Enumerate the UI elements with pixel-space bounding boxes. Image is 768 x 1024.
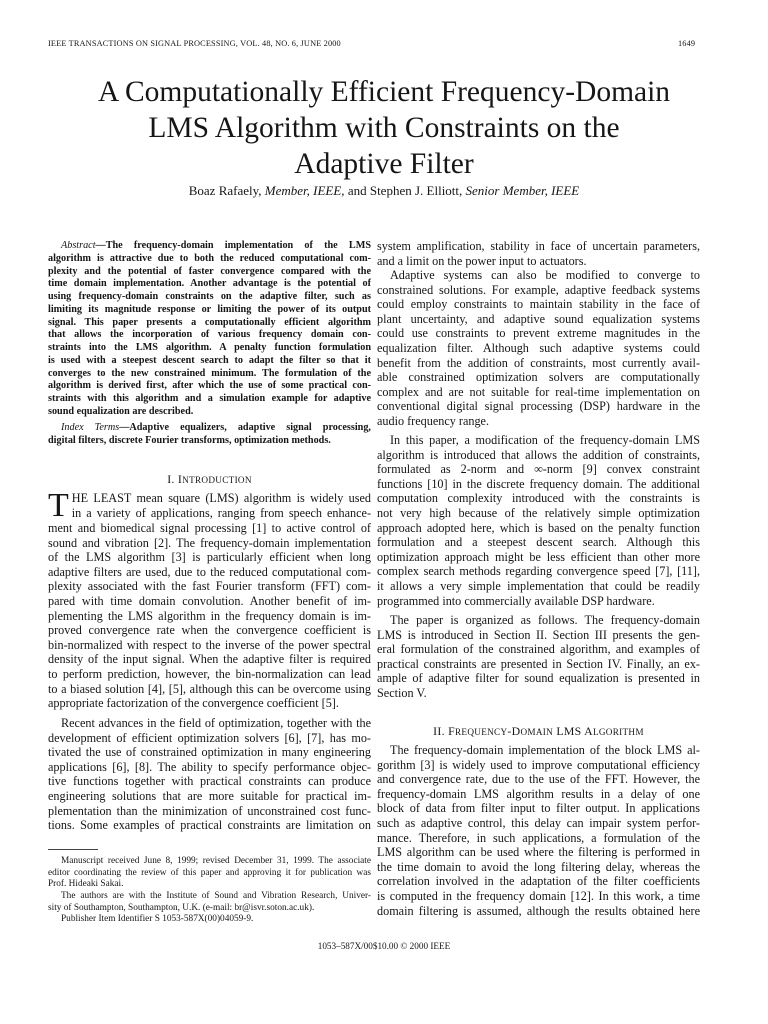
body-line: plementing the LMS algorithm in the frequency domain is im-: [48, 608, 371, 623]
body-line: ment and biomedical signal processing [1] to active control of: [48, 521, 371, 535]
body-line: Adaptive systems can also be modified to converge to: [390, 268, 700, 282]
paper-title: [40, 74, 728, 182]
abstract-line: is used with a steepest descent search to adapt the filter so that it: [48, 354, 371, 366]
body-line: such as adaptive control, this delay can impair system perfor-: [377, 815, 700, 830]
body-line: frequency-domain LMS algorithm results in a delay of one: [377, 786, 700, 801]
body-line: algorithm is introduced that allows the addition of constraints,: [377, 447, 700, 462]
intro-paragraph-2: [48, 716, 371, 833]
index-terms-line: Index Terms—Adaptive equalizers, adaptive signal processing,: [61, 422, 371, 433]
body-line: plant uncertainty, and adaptive sound equalization systems: [377, 311, 700, 326]
body-line: In this paper, a modification of the frequency-domain LMS: [390, 433, 700, 447]
body-line: formulation and a steepest descent search. Although this: [377, 535, 700, 550]
abstract-line: limiting its magnitude response or limiting the power of its output: [48, 303, 371, 315]
body-line: could use constraints to prevent extreme magnitudes in the: [377, 326, 700, 341]
body-line: complex search methods regarding convergence speed [7], [11],: [377, 564, 700, 579]
abstract-line: algorithm is derived first, after which the use of some practical con-: [48, 380, 371, 392]
author-2-role: Senior Member, IEEE: [465, 183, 580, 198]
abstract-line: straints into the LMS algorithm. A penalty function formulation: [48, 342, 371, 353]
body-line: LMS is introduced in Section II. Section III presents the gen-: [377, 627, 700, 642]
body-line: is computed in the frequency domain [12]. In this work, a time: [377, 888, 700, 903]
body-line: in a variety of applications, ranging from speech enhance-: [71, 505, 371, 520]
abstract-line: algorithm is attractive due to both the reduced computational com-: [48, 252, 371, 264]
body-line: ample of adaptive filter for sound equalization is presented in: [377, 671, 700, 686]
body-line: domain filtering is assumed, although the results obtained here: [377, 903, 700, 918]
body-line: engineering solutions that are more suitable for practical im-: [48, 788, 371, 803]
right-paragraph-4: [377, 613, 700, 701]
drop-cap: T: [48, 487, 69, 524]
index-terms-label: Index Terms: [61, 422, 120, 433]
body-line: could employ constraints to maintain stability in the face of: [377, 297, 700, 312]
body-line: bin-normalized with respect to the inverse of the power spectral: [48, 637, 371, 652]
footnote-line: Publisher Item Identifier S 1053-587X(00)04059-9.: [61, 914, 254, 925]
body-line: of the LMS algorithm [3] is particularly efficient when long: [48, 550, 371, 565]
abstract: [48, 240, 371, 419]
body-line: appropriate factorization of the convergence coefficient [5].: [48, 696, 339, 711]
author-line: [40, 183, 728, 199]
section-heading-introduction: I. INTRODUCTION: [167, 472, 252, 486]
body-line: it allows a very simple implementation that could be readily: [377, 578, 700, 593]
abstract-line: signal. This paper presents a computationally efficient algorithm: [48, 316, 371, 328]
footnote-line: Prof. Hideaki Sakai.: [48, 879, 124, 890]
intro-paragraph-1: [48, 487, 371, 711]
footnote-line: sity of Southampton, Southampton, U.K. (e-mail: br@isvr.soton.ac.uk).: [48, 902, 315, 913]
body-line: gorithm [3] is widely used to improve computational efficiency: [377, 757, 700, 772]
footnote-line: Manuscript received June 8, 1999; revised December 31, 1999. The associate: [61, 856, 371, 866]
body-line: system amplification, stability in face of uncertain parameters,: [377, 239, 700, 253]
right-paragraph-3: [377, 433, 700, 608]
body-line: approach adopted here, which is based on the penalty function: [377, 520, 700, 535]
body-line: plementation than the minimization of unconstrained cost func-: [48, 803, 371, 818]
body-line: to perform prediction, however, the bin-normalization can lead: [48, 666, 371, 681]
body-line: complex and are not suitable for real-time implementation on: [377, 384, 700, 399]
section-heading-frequency-domain-lms: II. FREQUENCY-DOMAIN LMS ALGORITHM: [433, 724, 644, 738]
body-line: HE LEAST mean square (LMS) algorithm is widely used: [71, 491, 371, 505]
body-line: not very high because of the relatively simple optimization: [377, 505, 700, 520]
body-line: density of the input signal. When the adaptive filter is required: [48, 652, 371, 667]
body-line: formulated as 2-norm and ∞-norm [9] convex constraint: [377, 462, 700, 477]
abstract-line: sound equalization are described.: [48, 405, 194, 417]
title-line: LMS Algorithm with Constraints on the: [148, 112, 620, 144]
abstract-line: that allows the incorporation of various frequency domain con-: [48, 329, 371, 341]
author-connector: and Stephen J. Elliott,: [344, 183, 466, 198]
body-line: tive functions together with practical constraints can produce: [48, 774, 371, 789]
abstract-line: straints with this algorithm and a simulation example for adaptive: [48, 393, 371, 404]
body-line: benefit from the addition of constraints, most currently avail-: [377, 355, 700, 370]
body-line: applications [6], [8]. The ability to specify performance objec-: [48, 759, 371, 774]
body-line: functions [10] in the discrete frequency domain. The additional: [377, 476, 700, 491]
body-line: pared with time domain convolution. Another benefit of im-: [48, 593, 371, 608]
body-line: plexity associated with the fast Fourier transform (FFT) com-: [48, 579, 371, 594]
abstract-line: time domain implementation. Another advantage is the potential of: [48, 278, 371, 290]
body-line: proved convergence rate when the convergence coefficient is: [48, 623, 371, 638]
body-line: block of data from filter input to filter output. In applications: [377, 801, 700, 816]
body-line: The frequency-domain implementation of the block LMS al-: [390, 743, 700, 757]
body-line: The paper is organized as follows. The frequency-domain: [390, 613, 700, 627]
body-line: tions. Some examples of practical constraints are limitation on: [48, 818, 371, 833]
body-line: LMS algorithm can be used where the filtering is performed in: [377, 845, 700, 860]
body-line: eral formulation of the constrained algorithm, and examples of: [377, 642, 700, 657]
footnote-line: The authors are with the Institute of Sound and Vibration Research, Univer-: [61, 891, 371, 902]
footnote-line: editor coordinating the review of this paper and approving it for publication was: [48, 867, 371, 878]
abstract-line: Abstract—The frequency-domain implementation of the LMS: [61, 240, 371, 251]
right-paragraph-1: [377, 239, 700, 268]
body-line: sound and vibration [2]. The frequency-domain implementation: [48, 535, 371, 550]
body-line: mance. Therefore, in such applications, a formulation of the: [377, 830, 700, 845]
footnotes: [48, 856, 371, 926]
index-terms-line: digital filters, discrete Fourier transforms, optimization methods.: [48, 434, 331, 446]
footnote-rule: [48, 849, 98, 850]
body-line: programmed into commercially available DSP hardware.: [377, 593, 655, 608]
index-terms: [48, 422, 371, 448]
body-line: practical constraints are presented in Section IV. Finally, an ex-: [377, 656, 700, 671]
abstract-label: Abstract: [61, 240, 96, 251]
body-line: audio frequency range.: [377, 413, 490, 428]
title-line: Adaptive Filter: [294, 148, 474, 180]
body-line: to a biased solution [4], [5], although this can be overcome using: [48, 681, 371, 696]
body-line: computation complexity introduced with the constraints is: [377, 491, 700, 506]
body-line: adaptive filters are used, due to the reduced computational com-: [48, 564, 371, 579]
body-line: the time domain to avoid the long filtering delay, whereas the: [377, 859, 700, 874]
body-line: Section V.: [377, 685, 427, 700]
body-line: and convergence rate, due to the use of the FFT. However, the: [377, 772, 700, 787]
body-line: tivated the use of constrained optimization in many engineering: [48, 745, 371, 760]
page-number: 1649: [678, 39, 696, 48]
body-line: equalization filter. Although such adaptive systems could: [377, 340, 700, 355]
title-line: A Computationally Efficient Frequency-Domain: [97, 76, 671, 108]
right-paragraph-2: [377, 268, 700, 429]
body-line: and a limit on the power input to actuators.: [377, 253, 587, 268]
body-line: correlation involved in the adaptation of the filter coefficients: [377, 874, 700, 889]
abstract-line: plexity and the potential of faster convergence compared with the: [48, 265, 371, 277]
author-1: Boaz Rafaely,: [188, 183, 265, 198]
body-line: constrained solutions. For example, adaptive feedback systems: [377, 282, 700, 297]
copyright-line: 1053–587X/00$10.00 © 2000 IEEE: [317, 941, 451, 951]
body-line: Recent advances in the field of optimization, together with the: [61, 716, 371, 730]
abstract-line: converges to the new constrained minimum. The formulation of the: [48, 367, 371, 379]
body-line: development of efficient optimization solvers [6], [7], has mo-: [48, 730, 371, 745]
journal-header: IEEE TRANSACTIONS ON SIGNAL PROCESSING, VOL. 48, NO. 6, JUNE 2000: [48, 39, 341, 48]
author-1-role: Member, IEEE,: [264, 183, 345, 198]
body-line: able constrained optimization solvers are computationally: [377, 370, 700, 385]
body-line: optimization approach might be less efficient than other more: [377, 549, 700, 564]
body-line: conventional digital signal processing (DSP) hardware in the: [377, 399, 700, 414]
section2-paragraph-1: [377, 743, 700, 918]
abstract-line: using frequency-domain constraints on the adaptive filter, such as: [48, 291, 371, 302]
